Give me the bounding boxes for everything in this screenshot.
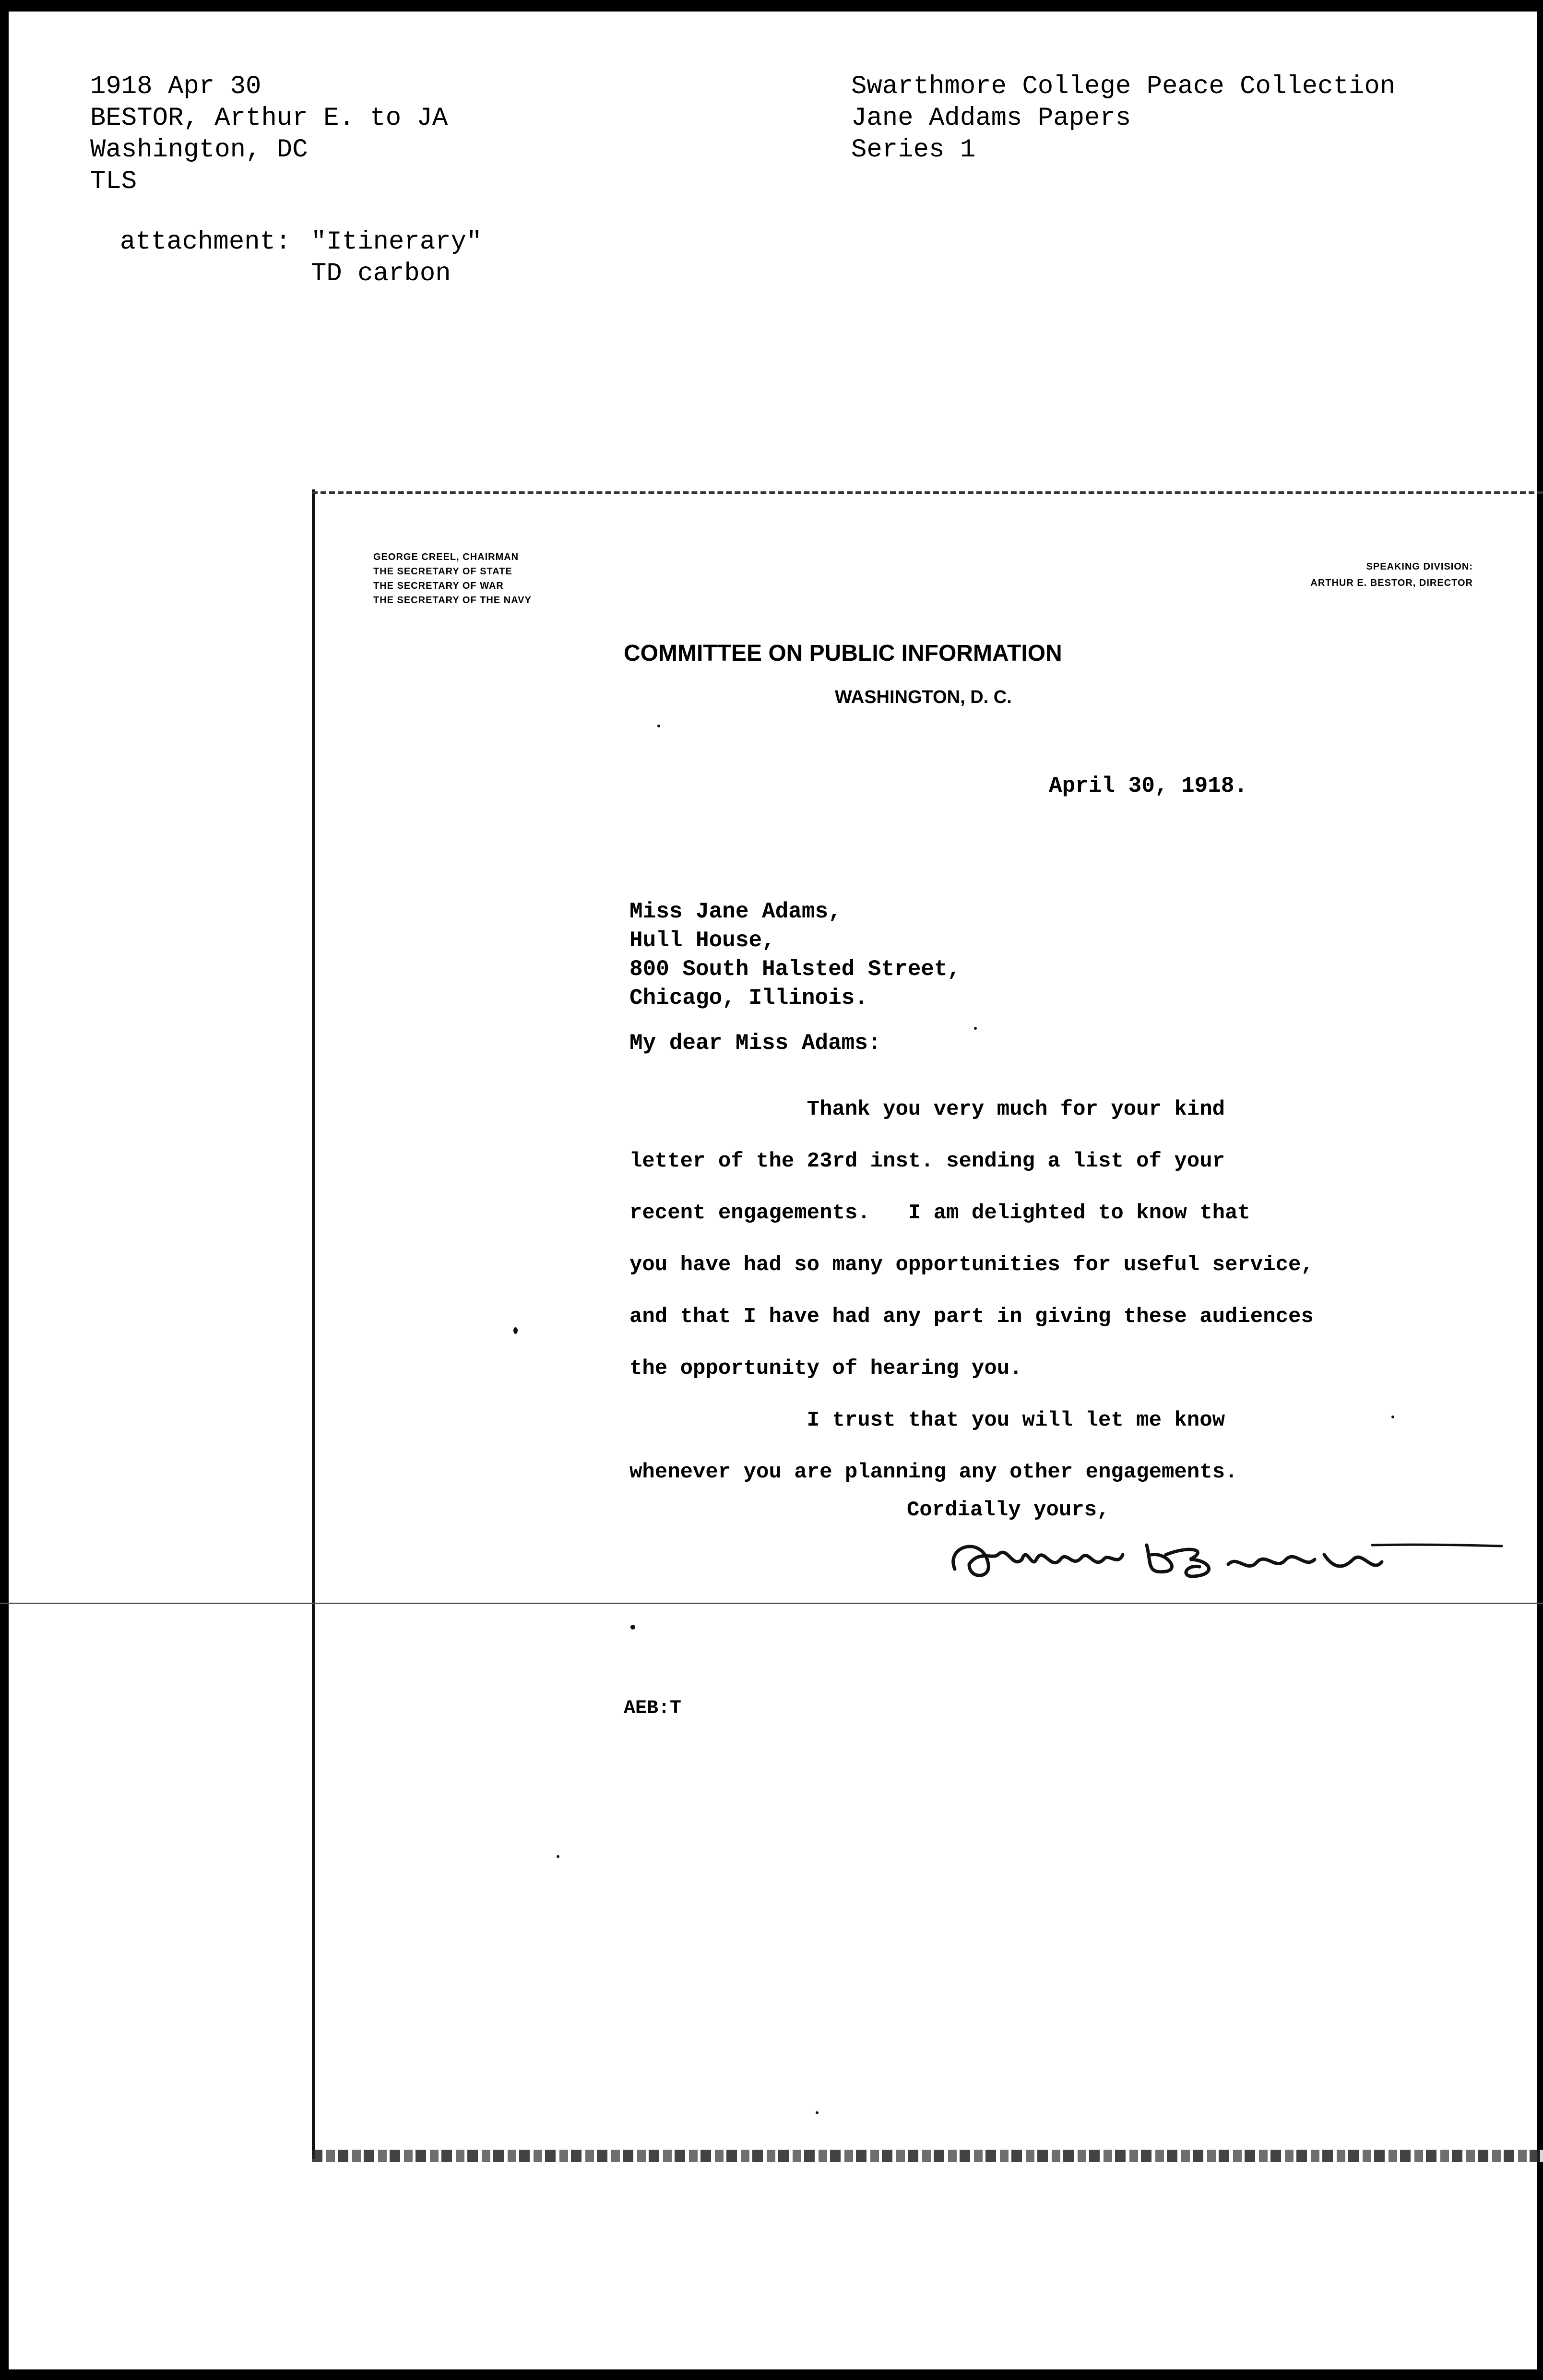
scan-speck	[557, 1855, 559, 1858]
body-line: you have had so many opportunities for useful service,	[629, 1253, 1314, 1277]
signature	[940, 1526, 1507, 1588]
letterhead-officer: THE SECRETARY OF STATE	[373, 566, 512, 577]
scan-border-top	[0, 0, 1543, 12]
series-name: Series 1	[851, 135, 976, 165]
scan-speck	[513, 1327, 518, 1334]
recipient-line: Miss Jane Adams,	[629, 899, 842, 924]
attachment-item: "Itinerary"	[311, 227, 482, 257]
archival-metadata-left	[90, 71, 448, 198]
scan-speck	[657, 725, 660, 727]
scan-speck	[1391, 1416, 1394, 1418]
letter-sheet-top-edge	[312, 491, 1543, 494]
scan-speck	[816, 2111, 819, 2114]
recipient-line: 800 South Halsted Street,	[629, 957, 961, 982]
recipient-address	[629, 897, 961, 1012]
attachment-item: TD carbon	[311, 259, 451, 288]
body-line: I trust that you will let me know	[629, 1408, 1225, 1432]
letterhead-officer: THE SECRETARY OF WAR	[373, 581, 504, 591]
attachment-label: attachment:	[120, 227, 291, 257]
letter-date: April 30, 1918.	[1049, 774, 1248, 798]
archival-doc-type: TLS	[90, 167, 137, 196]
collection-name: Swarthmore College Peace Collection	[851, 72, 1396, 101]
body-line: whenever you are planning any other engagements.	[629, 1460, 1238, 1484]
letterhead-division	[1175, 559, 1473, 591]
body-line: and that I have had any part in giving these audiences	[629, 1305, 1314, 1329]
papers-name: Jane Addams Papers	[851, 104, 1131, 133]
body-line: Thank you very much for your kind	[629, 1097, 1225, 1121]
letter-sheet-bottom-edge	[312, 2150, 1543, 2162]
archival-correspondents: BESTOR, Arthur E. to JA	[90, 104, 448, 133]
body-line: letter of the 23rd inst. sending a list of your	[629, 1149, 1225, 1173]
letter-body	[629, 1083, 1314, 1498]
archival-place: Washington, DC	[90, 135, 308, 165]
archival-date: 1918 Apr 30	[90, 72, 261, 101]
attachment-items	[311, 226, 482, 290]
body-line: recent engagements. I am delighted to know that	[629, 1201, 1250, 1225]
letterhead-officers	[373, 550, 532, 607]
recipient-line: Chicago, Illinois.	[629, 986, 868, 1011]
scan-border-bottom	[0, 2369, 1543, 2380]
letterhead-city: WASHINGTON, D. C.	[835, 687, 1012, 707]
fold-line	[0, 1603, 1543, 1604]
closing: Cordially yours,	[907, 1498, 1110, 1522]
body-line: the opportunity of hearing you.	[629, 1357, 1022, 1380]
scan-border-left	[0, 0, 9, 2380]
scan-speck	[974, 1027, 977, 1030]
division-director: ARTHUR E. BESTOR, DIRECTOR	[1310, 578, 1473, 588]
letterhead-title: COMMITTEE ON PUBLIC INFORMATION	[624, 641, 1062, 666]
archival-metadata-right	[851, 71, 1395, 166]
division-name: SPEAKING DIVISION:	[1366, 561, 1473, 572]
letterhead-officer: THE SECRETARY OF THE NAVY	[373, 595, 532, 606]
typist-initials: AEB:T	[624, 1698, 682, 1719]
scan-speck	[630, 1625, 635, 1630]
salutation: My dear Miss Adams:	[629, 1031, 881, 1056]
recipient-line: Hull House,	[629, 928, 775, 953]
letterhead-officer: GEORGE CREEL, CHAIRMAN	[373, 552, 519, 562]
